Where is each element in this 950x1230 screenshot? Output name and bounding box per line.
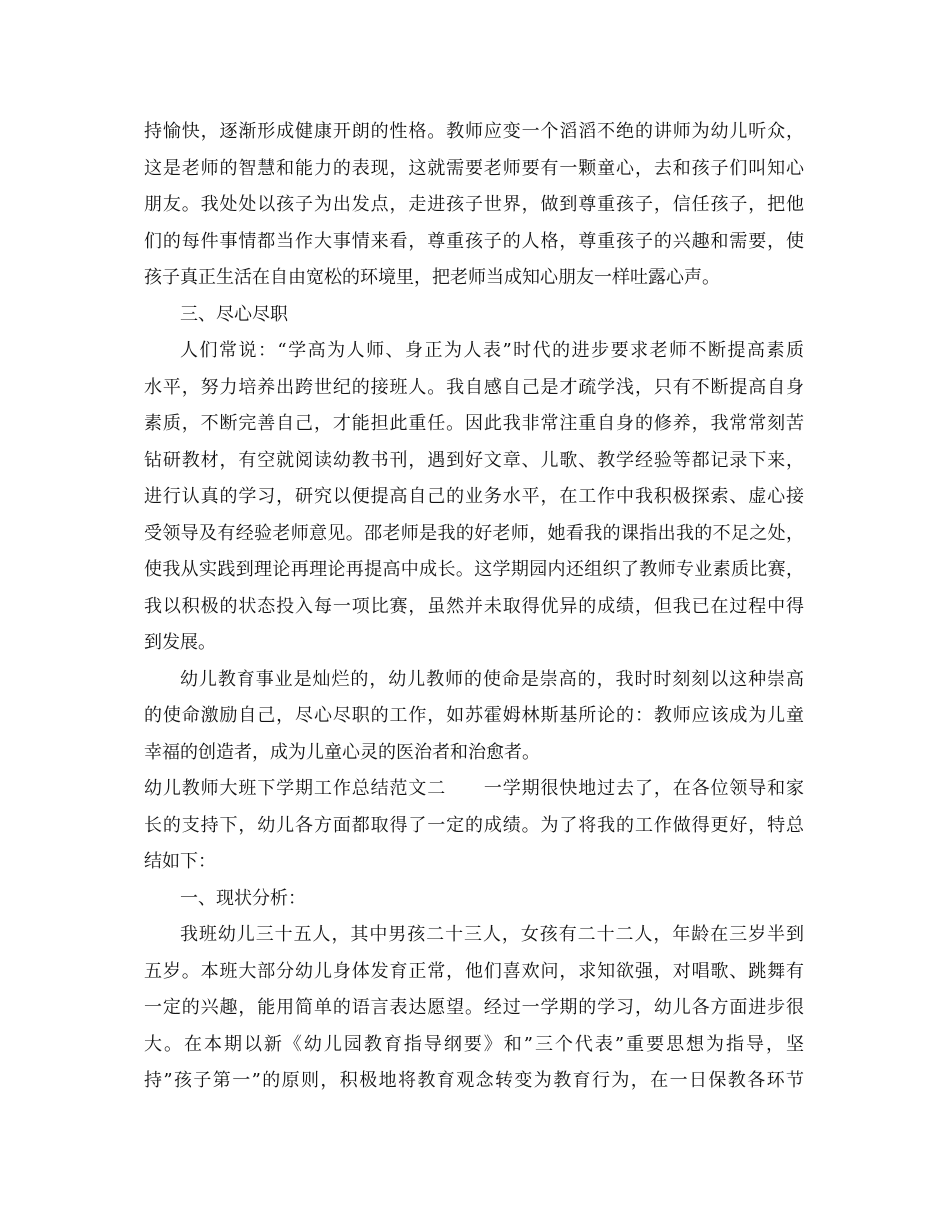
text-line: 受领导及有经验老师意见。邵老师是我的好老师，她看我的课指出我的不足之处，: [144, 522, 804, 544]
text-line: 朋友。我处处以孩子为出发点，走进孩子世界，做到尊重孩子，信任孩子，把他: [144, 194, 804, 215]
text-line: 幸福的创造者，成为儿童心灵的医治者和治愈者。: [144, 741, 540, 763]
text-line: 五岁。本班大部分幼儿身体发育正常，他们喜欢问，求知欲强，对唱歌、跳舞有: [144, 960, 804, 982]
text-line: 素质，不断完善自己，才能担此重任。因此我非常注重自身的修养，我常常刻苦: [144, 413, 804, 434]
text-line: 一、现状分析：: [180, 887, 306, 909]
text-line: 大。在本期以新《幼儿园教育指导纲要》和”三个代表”重要思想为指导，坚: [144, 1033, 804, 1055]
text-line: 使我从实践到理论再理论再提高中成长。这学期园内还组织了教师专业素质比赛，: [144, 559, 804, 580]
text-line: 持”孩子第一”的原则，积极地将教育观念转变为教育行为，在一日保教各环节: [144, 1070, 804, 1091]
text-line: 三、尽心尽职: [180, 303, 288, 325]
text-line: 钻研教材，有空就阅读幼教书刊，遇到好文章、儿歌、教学经验等都记录下来，: [144, 449, 804, 471]
text-line: 到发展。: [144, 632, 216, 653]
text-line: 我以积极的状态投入每一项比赛，虽然并未取得优异的成绩，但我已在过程中得: [144, 595, 804, 617]
text-line: 人们常说：“学高为人师、身正为人表”时代的进步要求老师不断提高素质: [180, 340, 804, 361]
text-line: 长的支持下，幼儿各方面都取得了一定的成绩。为了将我的工作做得更好，特总: [144, 814, 804, 836]
text-line: 幼儿教师大班下学期工作总结范文二 一学期很快地过去了，在各位领导和家: [144, 778, 804, 799]
text-line: 进行认真的学习，研究以便提高自己的业务水平，在工作中我积极探索、虚心接: [144, 486, 804, 507]
text-line: 水平，努力培养出跨世纪的接班人。我自感自己是才疏学浅，只有不断提高自身: [144, 376, 804, 398]
text-line: 孩子真正生活在自由宽松的环境里，把老师当成知心朋友一样吐露心声。: [144, 267, 720, 288]
text-line: 幼儿教育事业是灿烂的，幼儿教师的使命是崇高的，我时时刻刻以这种崇高: [180, 668, 804, 690]
text-line: 的使命激励自己，尽心尽职的工作，如苏霍姆林斯基所论的：教师应该成为儿童: [144, 705, 804, 726]
text-line: 这是老师的智慧和能力的表现，这就需要老师要有一颗童心，去和孩子们叫知心: [144, 157, 804, 179]
document-body: [144, 114, 804, 1100]
text-line: 我班幼儿三十五人，其中男孩二十三人，女孩有二十二人，年龄在三岁半到: [180, 924, 804, 945]
text-line: 结如下：: [144, 851, 216, 872]
text-line: 持愉快，逐渐形成健康开朗的性格。教师应变一个滔滔不绝的讲师为幼儿听众，: [144, 121, 804, 142]
text-line: 们的每件事情都当作大事情来看，尊重孩子的人格，尊重孩子的兴趣和需要，使: [144, 230, 804, 252]
text-line: 一定的兴趣，能用简单的语言表达愿望。经过一学期的学习，幼儿各方面进步很: [144, 997, 804, 1018]
